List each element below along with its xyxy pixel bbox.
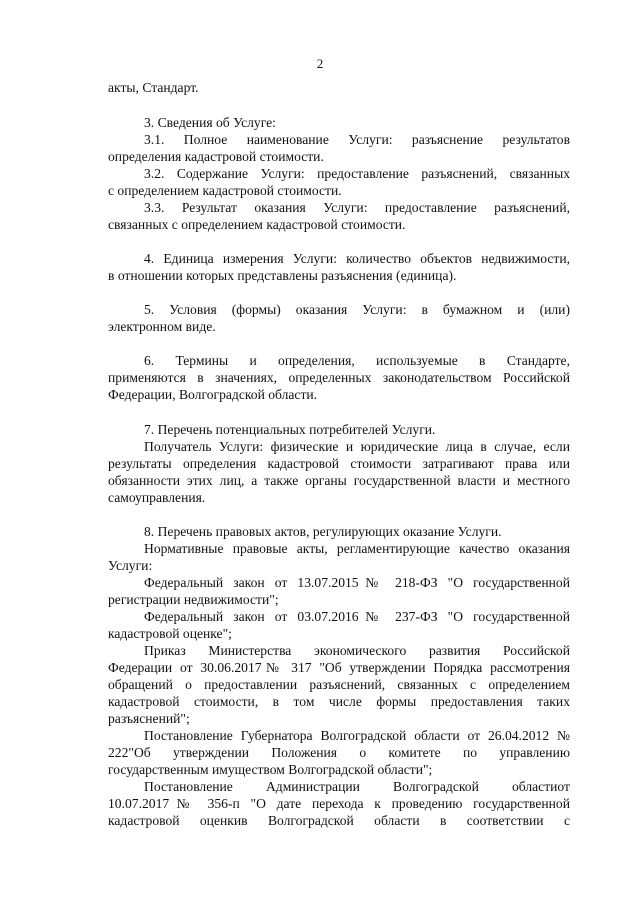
text-line: государственным имуществом Волгоградской области"; xyxy=(108,762,433,777)
text-line: кадастровой стоимости, в том числе формы предоставления таких xyxy=(108,694,570,709)
text-line: электронном виде. xyxy=(108,319,216,334)
text-line: самоуправления. xyxy=(108,490,206,505)
section-heading: 8. Перечень правовых актов, регулирующих оказание Услуги. xyxy=(144,524,502,539)
text-line: Постановление Губернатора Волгоградской области от 26.04.2012 № xyxy=(144,728,570,743)
section-heading: 7. Перечень потенциальных потребителей Услуги. xyxy=(144,422,436,437)
text-line: в отношении которых представлены разъяснения (единица). xyxy=(108,268,457,283)
section-heading: 6. Термины и определения, используемые в Стандарте, xyxy=(144,353,570,368)
text-line: 3.3. Результат оказания Услуги: предоставление разъяснений, xyxy=(144,200,570,215)
text-line: связанных с определением кадастровой стоимости. xyxy=(108,217,406,232)
text-line: Федеральный закон от 03.07.2016№ 237-ФЗ "О государственной xyxy=(144,609,570,624)
text-line: 10.07.2017№ 356-п "О дате перехода к проведению государственной xyxy=(108,796,570,811)
text-line: определения кадастровой стоимости. xyxy=(108,149,324,164)
text-line: обязанности этих лиц, а также органы государственной власти и местного xyxy=(108,473,570,488)
text-line: Нормативные правовые акты, регламентирующие качество оказания xyxy=(144,541,570,556)
section-heading: 4. Единица измерения Услуги: количество объектов недвижимости, xyxy=(144,251,570,266)
text-line: Постановление Администрации Волгоградской областиот xyxy=(144,779,570,794)
text-line: результаты определения кадастровой стоимости затрагивают права или xyxy=(108,456,570,471)
text-line: применяются в значениях, определенных законодательством Российской xyxy=(108,370,570,385)
text-line: с определением кадастровой стоимости. xyxy=(108,183,342,198)
page-number: 2 xyxy=(316,56,324,71)
text-line: 3.2. Содержание Услуги: предоставление разъяснений, связанных xyxy=(144,166,570,181)
text-line: Получатель Услуги: физические и юридические лица в случае, если xyxy=(144,439,570,454)
text-line: регистрации недвижимости"; xyxy=(108,592,279,607)
section-heading: 5. Условия (формы) оказания Услуги: в бумажном и (или) xyxy=(144,302,570,317)
section-heading: 3. Сведения об Услуге: xyxy=(144,115,276,130)
text-line: 222"Об утверждении Положения о комитете по управлению xyxy=(108,745,570,760)
text-line: кадастровой оценкив Волгоградской области в соответствии с xyxy=(108,813,570,828)
text-line: акты, Стандарт. xyxy=(108,80,199,95)
text-line: Федеральный закон от 13.07.2015№ 218-ФЗ "О государственной xyxy=(144,575,570,590)
text-line: Приказ Министерства экономического развития Российской xyxy=(144,643,570,658)
text-line: Федерации, Волгоградской области. xyxy=(108,387,318,402)
text-line: 3.1. Полное наименование Услуги: разъяснение результатов xyxy=(144,132,570,147)
text-line: Услуги: xyxy=(108,558,153,573)
text-line: кадастровой оценке"; xyxy=(108,626,232,641)
text-line: Федерации от 30.06.2017№ 317 "Об утверждении Порядка рассмотрения xyxy=(108,660,570,675)
text-line: обращений о предоставлении разъяснений, связанных с определением xyxy=(108,677,570,692)
text-line: разъяснений"; xyxy=(108,711,190,726)
